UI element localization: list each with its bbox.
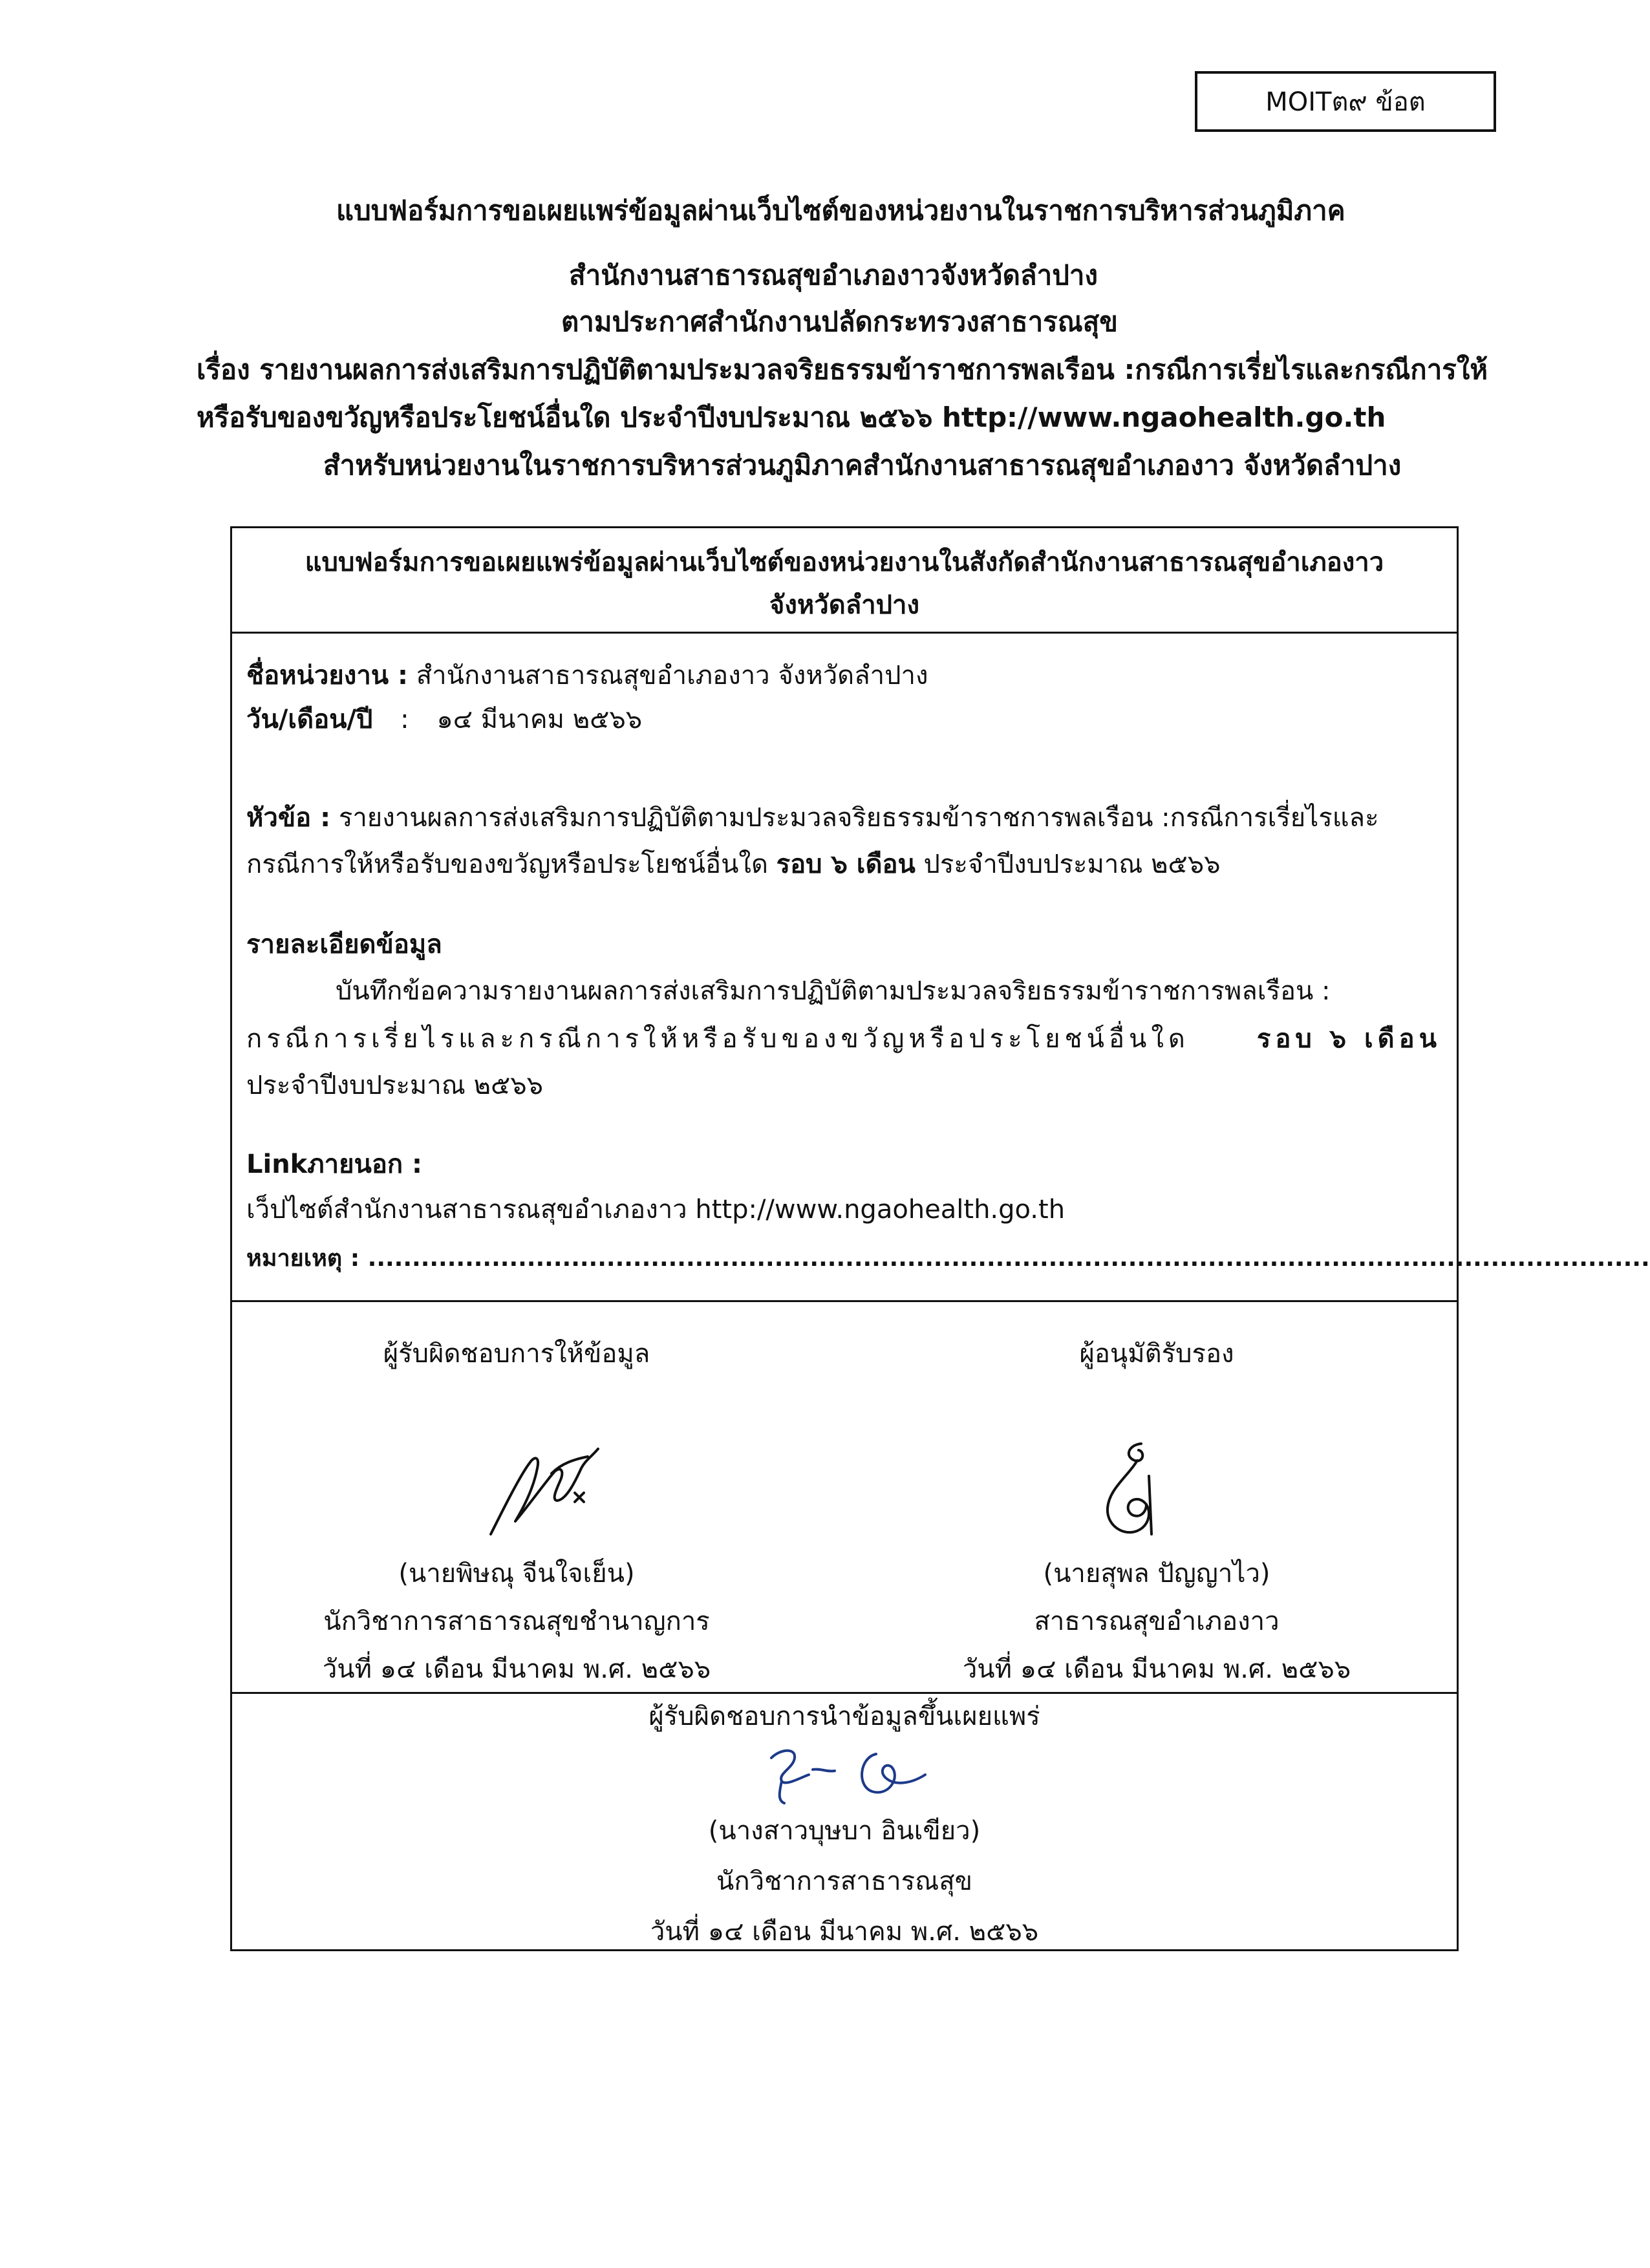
header-line-5: หรือรับของขวัญหรือประโยชน์อื่นใด ประจำปีงบประมาณ ๒๕๖๖ http://www.ngaohealth.go.th: [197, 401, 1386, 433]
topic-row-1: [246, 798, 1379, 837]
header-line-6: สำหรับหน่วยงานในราชการบริหารส่วนภูมิภาคสำนักงานสาธารณสุขอำเภองาว จังหวัดลำปาง: [323, 449, 1402, 481]
publisher-signature-role: [232, 1696, 1457, 1737]
left-sig-name: (นายพิษณุ จีนใจเย็น): [398, 1559, 635, 1589]
form-divider-publisher: [232, 1692, 1457, 1694]
date-separator: :: [400, 705, 409, 734]
topic-row-2: [246, 845, 1221, 884]
bottom-signature-icon: [762, 1738, 937, 1810]
publication-form: [230, 526, 1650, 1951]
form-title-line-2: จังหวัดลำปาง: [769, 590, 920, 620]
right-sig-position: สาธารณสุขอำเภองาว: [1034, 1607, 1280, 1636]
agency-label: ชื่อหน่วยงาน :: [246, 661, 409, 690]
header-line-2: สำนักงานสาธารณสุขอำเภองาวจังหวัดลำปาง: [569, 259, 1098, 291]
left-sig-date: วันที่ ๑๔ เดือน มีนาคม พ.ศ. ๒๕๖๖: [322, 1654, 711, 1684]
header-line-1: แบบฟอร์มการขอเผยแพร่ข้อมูลผ่านเว็บไซต์ของหน่วยงานในราชการบริหารส่วนภูมิภาค: [336, 195, 1345, 226]
link-value: เว็ปไซต์สำนักงานสาธารณสุขอำเภองาว http://www.ngaohealth.go.th: [246, 1195, 1066, 1225]
topic-line-2b: ประจำปีงบประมาณ ๒๕๖๖: [923, 850, 1221, 879]
right-sig-date: วันที่ ๑๔ เดือน มีนาคม พ.ศ. ๒๕๖๖: [962, 1654, 1351, 1684]
right-sig-role: ผู้อนุมัติรับรอง: [1079, 1339, 1234, 1369]
date-row: [246, 700, 642, 739]
header-line-4: เรื่อง รายงานผลการส่งเสริมการปฏิบัติตามประมวลจริยธรรมข้าราชการพลเรือน :กรณีการเรี่ยไรและกรณีการให้: [197, 354, 1488, 385]
form-divider-signatures: [232, 1300, 1457, 1302]
bottom-sig-position: นักวิชาการสาธารณสุข: [716, 1867, 972, 1896]
form-title: [232, 541, 1457, 626]
detail-label: รายละเอียดข้อมูล: [246, 930, 442, 959]
right-signature-icon: [1096, 1437, 1173, 1547]
form-divider-title: [232, 632, 1457, 634]
topic-label: หัวข้อ :: [246, 803, 331, 833]
note-row: หมายเหตุ : .................................................................................................................................................: [246, 1245, 1650, 1272]
topic-period: รอบ ๖ เดือน: [776, 850, 916, 879]
left-signature-block: [284, 1330, 749, 1378]
link-label: Linkภายนอก :: [246, 1150, 423, 1179]
left-sig-role: ผู้รับผิดชอบการให้ข้อมูล: [383, 1339, 650, 1369]
header-line-3: ตามประกาศสำนักงานปลัดกระทรวงสาธารณสุข: [561, 306, 1119, 337]
agency-row: [246, 656, 928, 695]
left-signature-details: [284, 1550, 749, 1693]
detail-line-1: บันทึกข้อความรายงานผลการส่งเสริมการปฏิบัติตามประมวลจริยธรรมข้าราชการพลเรือน :: [336, 976, 1331, 1006]
left-signature-icon: [484, 1437, 607, 1541]
bottom-sig-name: (นางสาวบุษบา อินเขียว): [708, 1816, 981, 1846]
right-signature-block: [924, 1330, 1389, 1378]
agency-value: สำนักงานสาธารณสุขอำเภองาว จังหวัดลำปาง: [416, 661, 928, 690]
bottom-sig-date: วันที่ ๑๔ เดือน มีนาคม พ.ศ. ๒๕๖๖: [650, 1917, 1039, 1947]
document-code-box: [1195, 71, 1496, 132]
detail-period: รอบ ๖ เดือน: [1256, 1024, 1441, 1054]
date-value: ๑๔ มีนาคม ๒๕๖๖: [436, 705, 643, 734]
left-sig-position: นักวิชาการสาธารณสุขชำนาญการ: [323, 1607, 710, 1636]
topic-line-1: รายงานผลการส่งเสริมการปฏิบัติตามประมวลจริยธรรมข้าราชการพลเรือน :กรณีการเรี่ยไรและ: [338, 803, 1379, 833]
form-title-line-1: แบบฟอร์มการขอเผยแพร่ข้อมูลผ่านเว็บไซต์ของหน่วยงานในสังกัดสำนักงานสาธารณสุขอำเภองาว: [305, 548, 1384, 577]
topic-line-2a: กรณีการให้หรือรับของขวัญหรือประโยชน์อื่นใด: [246, 850, 768, 879]
document-code: MOITต๙ ข้อต: [1265, 87, 1426, 117]
publisher-signature-details: [232, 1806, 1457, 1957]
bottom-sig-role: ผู้รับผิดชอบการนำข้อมูลขึ้นเผยแพร่: [648, 1702, 1040, 1731]
detail-line-2a: กรณีการเรี่ยไรและกรณีการให้หรือรับของขวัญหรือประโยชน์อื่นใด: [246, 1024, 1190, 1054]
detail-row-2: [246, 1020, 1441, 1058]
right-sig-name: (นายสุพล ปัญญาไว): [1043, 1559, 1270, 1589]
detail-line-3: ประจำปีงบประมาณ ๒๕๖๖: [246, 1071, 544, 1100]
right-signature-details: [924, 1550, 1389, 1693]
date-label: วัน/เดือน/ปี: [246, 705, 373, 734]
